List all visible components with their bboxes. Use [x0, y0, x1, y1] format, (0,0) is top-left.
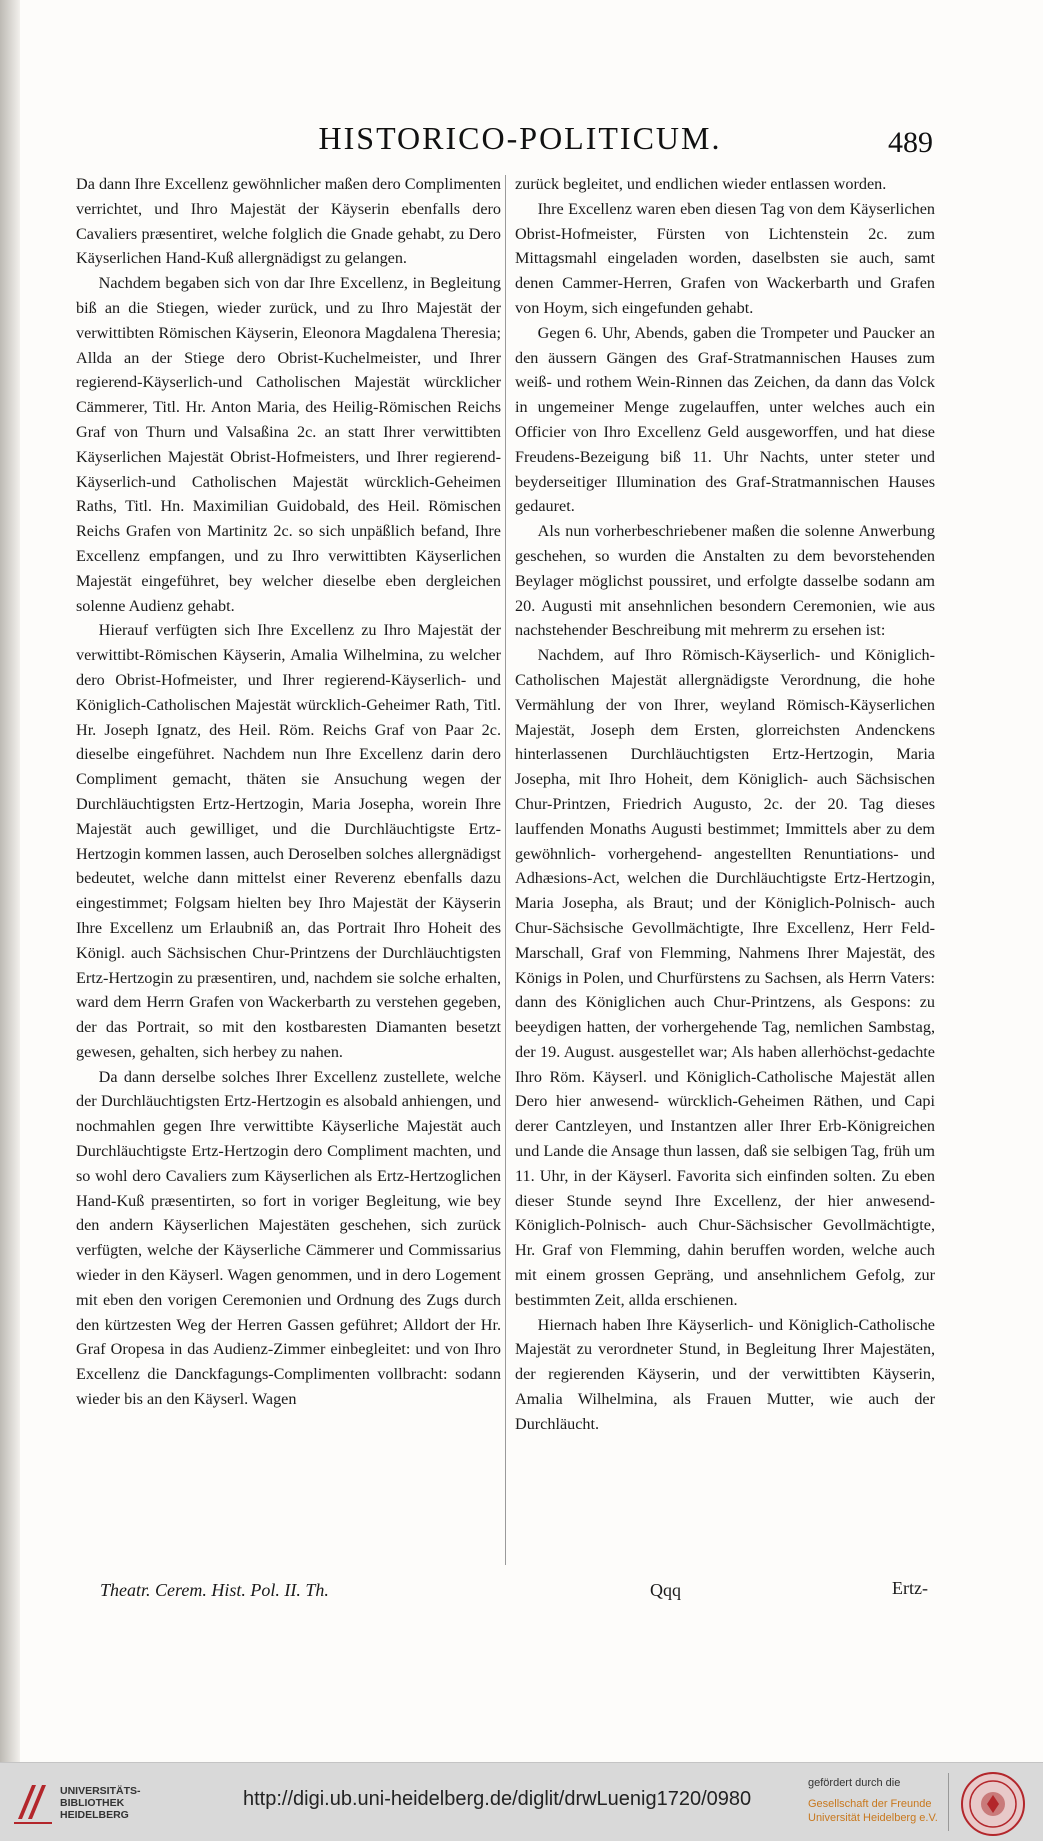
sponsor-name: Gesellschaft der Freunde [808, 1798, 932, 1810]
university-seal-icon [960, 1771, 1026, 1837]
running-title: HISTORICO-POLITICUM. [318, 120, 722, 156]
paragraph: Gegen 6. Uhr, Abends, gaben die Trompeter und Paucker an den äussern Gängen des Graf-Stratmannischen Hauses zum weiß- und rothem Wein-Rinnen das Zeichen, da dann das Volck in ungemeiner Menge zugelauffen, unter welches auch ein Officier von Ihro Excellenz Geld ausgeworffen, und hat diese Freudens-Bezeigung biß 11. Uhr Nachts, unter steter und beyderseitiger Illumination des Graf-Stratmannischen Hauses gedauret. [515, 323, 935, 516]
library-name-line: HEIDELBERG [60, 1809, 129, 1821]
paragraph: Ihre Excellenz waren eben diesen Tag von dem Käyserlichen Obrist-Hofmeister, Fürsten von Lichtenstein 2c. zum Mittagsmahl eingeladen worden, daselbsten sie auch, samt denen Cammer-Herren, Grafen von Wackerbarth und Grafen von Hoym, sich eingefunden gehabt. [515, 199, 935, 317]
right-column [515, 172, 935, 1562]
left-column [76, 172, 501, 1562]
sponsor-label: gefördert durch die [808, 1777, 901, 1789]
library-logo-icon[interactable] [10, 1777, 56, 1827]
paragraph: zurück begleitet, und endlichen wieder entlassen worden. [515, 175, 887, 193]
signature-mark: Qqq [650, 1580, 681, 1600]
page-edge-shadow [0, 0, 20, 1762]
paragraph: Da dann Ihre Excellenz gewöhnlicher maßen dero Complimenten verrichtet, und Ihro Majestät der Käyserin ebenfalls dero Cavaliers præsentiret, welche folglich die Gnade gehabt, zu Dero Käyserlichen Hand-Kuß allergnädigst zu gelangen. [76, 175, 501, 268]
paragraph: Nachdem, auf Ihro Römisch-Käyserlich- und Königlich-Catholischen Majestät allergnädigste Verordnung, die hohe Vermählung der von Ihrer, weyland Römisch-Käyserlichen Majestät, Joseph dem Ersten, glorreichsten Andenckens hinterlassenen Durchläuchtigsten Ertz-Hertzogin, Maria Josepha, mit Ihro Hoheit, dem Königlich- auch Sächsischen Chur-Printzen, Friedrich Augusto, 2c. der 20. Tag dieses lauffenden Monaths Augusti bestimmet; Immittels aber zu dem gewöhnlich- vorhergehend- angestellten Renuntiations- und Adhæsions-Act, welchen die Durchläuchtigste Ertz-Hertzogin, Maria Josepha, als Braut; und der Königlich-Polnisch- auch Chur-Sächsische Gevollmächtigte, Ihre Excellenz, Herr Feld-Marschall, Graf von Flemming, Nahmens Ihrer Majestät, des Königs in Polen, und Churfürstens zu Sachsen, als Herrn Vaters: dann des Königlichen auch Chur-Printzens, als Gespons: zu beeydigen hatten, der vorhergehende Tag, nemlichen Sambstag, der 19. August. ausgestellet war; Als haben allerhöchst-gedachte Ihro Röm. Käyserl. und Königlich-Catholische Majestät allen Dero hier anwesend- würcklich-Geheimen Räthen, und Capi derer Cantzleyen, und Instantzen aller Ihrer Erb-Königreichen und Lande die Ansage thun lassen, daß sie selbigen Tag, früh um 11. Uhr, in der Käyserl. Favorita sich einfinden solten. Zu eben dieser Stunde seynd Ihre Excellenz, der hier anwesend-Königlich-Polnisch- auch Chur-Sächsischer Gevollmächtigte, Hr. Graf von Flemming, dahin beruffen worden, welche auch mit einem grossen Gepräng, und ansehnlichem Gefolg, zur bestimmten Zeit, allda erschienen. [515, 646, 935, 1309]
signature-line: Theatr. Cerem. Hist. Pol. II. Th. [100, 1580, 329, 1600]
footer-divider [948, 1773, 949, 1831]
sponsor-name: Universität Heidelberg e.V. [808, 1812, 938, 1824]
column-rule [505, 175, 506, 1565]
paragraph: Hiernach haben Ihre Käyserlich- und Königlich-Catholische Majestät zu verordneter Stund, in Begleitung Ihrer Majestäten, der regierenden Käyserin, und der verwittibten Käyserin, Amalia Wilhelmina, als Frauen Mutter, wie auch der Durchläucht. [515, 1315, 935, 1433]
permalink-url[interactable]: http://digi.ub.uni-heidelberg.de/diglit/drwLuenig1720/0980 [243, 1788, 752, 1810]
library-name[interactable] [60, 1785, 141, 1821]
paragraph: Als nun vorherbeschriebener maßen die solenne Anwerbung geschehen, so wurden die Anstalten zu dem bevorstehenden Beylager möglichst poussiret, und erfolgte dasselbe sodann am 20. Augusti mit ansehnlichen besondern Ceremonien, wie aus nachstehender Beschreibung mit mehrerm zu ersehen ist: [515, 522, 935, 640]
paragraph: Nachdem begaben sich von dar Ihre Excellenz, in Begleitung biß an die Stiegen, wieder zurück, und zu Ihro Majestät der verwittibten Römischen Käyserin, Eleonora Magdalena Theresia; Allda an der Stiege dero Obrist-Kuchelmeister, und Ihrer regierend-Käyserlich-und Catholischen Majestät würcklicher Cämmerer, Titl. Hr. Anton Maria, des Heilig-Römischen Reichs Graf von Thurn und Valsaßina 2c. an statt Ihrer verwittibten Käyserlichen Majestät Obrist-Hofmeisters, und Ihrer regierend-Käyserlich-und Catholischen Majestät würcklich-Geheimen Raths, Titl. Hn. Maximilian Guidobald, des Heil. Römischen Reichs Grafen von Martinitz 2c. so sich unpäßlich befand, Ihre Excellenz empfangen, und zu Ihro verwittibten Käyserlichen Majestät eingeführet, bey welcher dieselbe eben dergleichen solenne Audienz gehabt. [76, 274, 501, 615]
library-name-line: BIBLIOTHEK [60, 1797, 125, 1809]
viewer-footer [0, 1762, 1043, 1841]
page-number: 489 [888, 126, 933, 159]
sponsor-block[interactable] [808, 1777, 968, 1825]
paragraph: Da dann derselbe solches Ihrer Excellenz zustellete, welche der Durchläuchtigsten Ertz-Hertzogin es alsobald anhiengen, und nochmahlen gegen Ihre verwittibte Käyserliche Majestät auch Durchläuchtigste Ertz-Hertzogin dero Compliment machten, und so wohl dero Cavaliers zum Käyserlichen als Ertz-Hertzoglichen Hand-Kuß præsentirten, so fort in voriger Begleitung, wie bey den andern Käyserlichen Majestäten geschehen, sich zurück verfügten, welche der Käyserliche Cämmerer und Commissarius wieder in den Käyserl. Wagen genommen, und in dero Logement mit eben den vorigen Ceremonien und Ordnung des Zugs durch den kürtzesten Weg der Herren Gassen geführet; Alldort der Hr. Graf Oropesa in das Audienz-Zimmer einbegleitet: und von Ihro Excellenz die Danckfagungs-Complimenten vollbracht: sodann wieder bis an den Käyserl. Wagen [76, 1067, 501, 1409]
catchword: Ertz- [892, 1578, 928, 1598]
paragraph: Hierauf verfügten sich Ihre Excellenz zu Ihro Majestät der verwittibt-Römischen Käyserin, Amalia Wilhelmina, zu welcher dero Obrist-Hofmeister, und Ihrer regierend-Käyserlich- und Königlich-Catholischen Majestät würcklich-Geheimer Rath, Titl. Hr. Joseph Ignatz, des Heil. Röm. Reichs Graf von Paar 2c. dieselbe eingeführet. Nachdem nun Ihre Excellenz darin dero Compliment gemacht, thäten sie Ansuchung wegen der Durchläuchtigsten Ertz-Hertzogin, Maria Josepha, worein Ihre Majestät auch gewilliget, und die Durchläuchtigste Ertz-Hertzogin kommen lassen, auch Deroselben solches allergnädigst bedeutet, welche dann mittelst einer Reverenz ebenfalls dazu eingestimmet; Folgsam hielten bey Ihro Majestät der Käyserin Ihre Excellenz um Erlaubniß an, das Portrait Ihro Hoheit des Königl. auch Sächsischen Chur-Printzens der Durchläuchtigsten Ertz-Hertzogin zu præsentiren, und, nachdem sie solche erhalten, ward dem Herrn Grafen von Wackerbarth zu verstehen gegeben, der das Portrait, so mit den kostbaresten Diamanten besetzt gewesen, gehalten, sich herbey zu nahen. [76, 621, 501, 1061]
library-name-line: UNIVERSITÄTS- [60, 1785, 141, 1797]
